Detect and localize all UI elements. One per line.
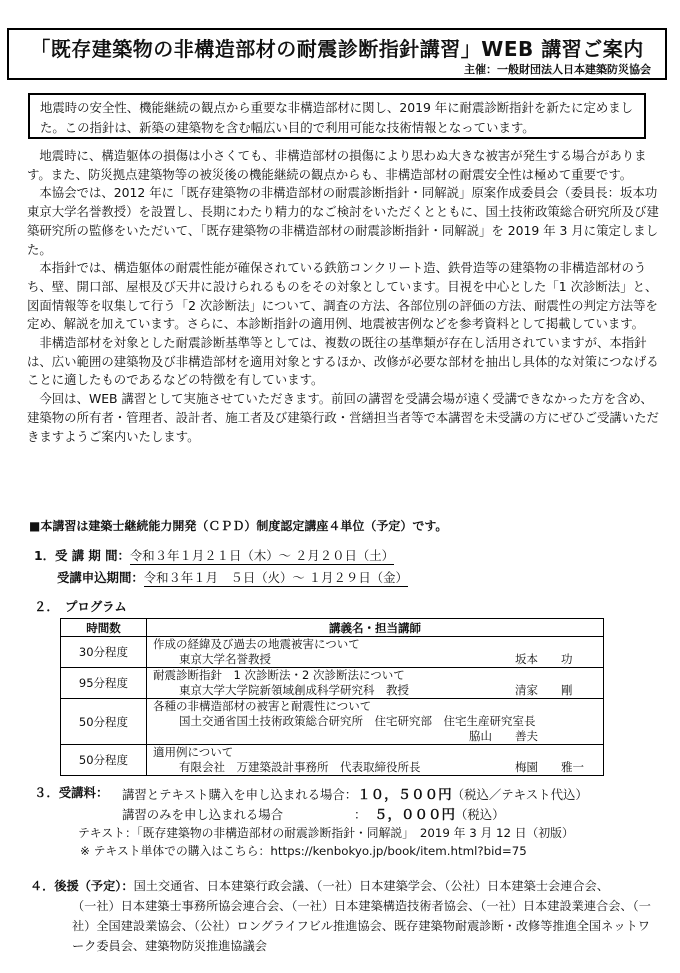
duration-cell: 95分程度 xyxy=(61,668,147,699)
sponsors-label: ４．後援（予定）： xyxy=(30,879,134,893)
lecturer-affiliation: 国土交通省国土技術政策総合研究所 住宅研究部 住宅生産研究室長 xyxy=(179,714,536,728)
paragraph: 非構造部材を対象とした耐震診断基準等としては、複数の既往の基準類が存在し活用されていますが、本指針は、広い範囲の建築物及び非構造部材を適用対象とするほか、改修が必要な部材を抽出し具体的な対策につなげることに適したものであるなどの特徴を有しています。 xyxy=(27,335,659,388)
fee-desc: 講習とテキスト購入を申し込まれる場合： xyxy=(122,787,358,802)
sponsors xyxy=(30,876,662,956)
lecturer-affiliation: 有限会社 万建築設計事務所 代表取締役所長 xyxy=(179,760,421,774)
table-row xyxy=(61,668,604,699)
paragraph: 今回は、WEB 講習として実施させていただきます。前回の講習を受講会場が遠く受講できなかった方を含め、建築物の所有者・管理者、設計者、施工者及び建築行政・営繕担当者等で本講習を未受講の方にぜひご受講いただきますようご案内いたします。 xyxy=(27,391,659,444)
lecturer-name: 坂本 功 xyxy=(515,652,573,666)
period-label: 受 講 期 間： xyxy=(55,548,130,563)
lecture-cell xyxy=(147,668,604,699)
period-value: 令和３年１月２１日（木）～ ２月２０日（土） xyxy=(129,548,395,563)
fee-colon: ： xyxy=(354,807,367,822)
purchase-link[interactable]: ※ テキスト単体での購入はこちら：https://kenbokyo.jp/book/item.html?bid=75 xyxy=(80,844,527,858)
lecture-title: 耐震診断指針 1 次診断法・2 次診断法について xyxy=(153,668,405,682)
fee-note: （税込／テキスト代込） xyxy=(451,787,588,802)
paragraph: 本協会では、2012 年に「既存建築物の非構造部材の耐震診断指針・同解説」原案作成委員会（委員長：坂本功 東京大学名誉教授）を設置し、長期にわたり精力的なご検討をいただくとともに、国土技術政策総合研究所及び建築研究所の監修をいただいて、「既存建築物の非構造部材の耐震診断指針・同解説」を 2019 年 3 月に策定しました。 xyxy=(27,185,670,257)
duration-cell: 50分程度 xyxy=(61,699,147,745)
lecture-cell xyxy=(147,699,604,745)
page-title: 「既存建築物の非構造部材の耐震診断指針講習」WEB 講習ご案内 xyxy=(30,37,644,61)
sponsors-rest: （一社）日本建築士事務所協会連合会、（一社）日本建築構造技術者協会、（一社）日本建設業連合会、（一社）全国建設業協会、（公社）ロングライフビル推進協会、既存建築物耐震診断・改修等推進全国ネットワーク委員会、建築物防災推進協議会 xyxy=(72,899,651,953)
table-row xyxy=(61,745,604,776)
paragraph: 地震時に、構造躯体の損傷は小さくても、非構造部材の損傷により思わぬ大きな被害が発生する場合があります。また、防災拠点建築物等の被災後の機能継続の観点からも、非構造部材の耐震安全性は極めて重要です。 xyxy=(27,148,647,182)
duration-cell: 30分程度 xyxy=(61,637,147,668)
lecture-title: 各種の非構造部材の被害と耐震性について xyxy=(153,699,372,713)
fee-amount: ５，０００円 xyxy=(374,807,455,823)
fee-line-2 xyxy=(122,803,505,823)
organizer: 主催：一般財団法人日本建築防災協会 xyxy=(464,63,651,76)
application-label: 受講申込期間： xyxy=(57,570,144,585)
lecturer-name: 清家 剛 xyxy=(515,683,573,697)
title-box xyxy=(7,28,667,80)
table-header-time: 時間数 xyxy=(61,619,147,637)
lecturer-affiliation: 東京大学大学院新領域創成科学研究科 教授 xyxy=(179,683,409,697)
lecturer-affiliation: 東京大学名誉教授 xyxy=(179,652,271,666)
table-row xyxy=(61,699,604,745)
fee-desc: 講習のみを申し込まれる場合 xyxy=(122,807,284,822)
lecture-cell xyxy=(147,745,604,776)
lecture-cell xyxy=(147,637,604,668)
lead-box: 地震時の安全性、機能継続の観点から重要な非構造部材に関し、2019 年に耐震診断指針を新たに定めました。この指針は、新築の建築物を含む幅広い目的で利用可能な技術情報となっています。 xyxy=(28,93,646,139)
fee-amount: １０，５００円 xyxy=(357,787,452,803)
sponsors-first: 国土交通省、日本建築行政会議、（一社）日本建築学会、（公社）日本建築士会連合会、 xyxy=(133,879,609,893)
fee-line-1 xyxy=(122,783,588,803)
table-row xyxy=(61,637,604,668)
body-text xyxy=(27,147,670,446)
duration-cell: 50分程度 xyxy=(61,745,147,776)
lecturer-name: 脇山 善夫 xyxy=(469,729,538,743)
table-header-title: 講義名・担当講師 xyxy=(147,619,604,637)
fee-note: （税込） xyxy=(455,807,505,822)
period-row-2 xyxy=(57,568,408,586)
lecturer-name: 梅園 雅一 xyxy=(515,760,584,774)
paragraph: 本指針では、構造躯体の耐震性能が確保されている鉄筋コンクリート造、鉄骨造等の建築物の非構造部材のうち、壁、開口部、屋根及び天井に設けられるものをその対象としています。目視を中心とした「1 次診断法」と、図面情報等を収集して行う「2 次診断法」について、調査の方法、各部位別の評価の方法、耐震性の判定方法等を定め、解説を加えています。さらに、本診断指針の適用例、地震被害例などを参考資料として掲載しています。 xyxy=(27,260,658,332)
cpd-note: ■本講習は建築士継続能力開発（ＣＰＤ）制度認定講座４単位（予定）です。 xyxy=(29,519,448,533)
lecture-title: 作成の経緯及び過去の地震被害について xyxy=(153,637,360,651)
fee-label: ３．受講料： xyxy=(34,785,109,800)
period-number: 1． xyxy=(34,548,56,563)
application-value: 令和３年１月 ５日（火）～ １月２９日（金） xyxy=(143,570,408,585)
program-table xyxy=(60,618,604,776)
table-header-row xyxy=(61,619,604,637)
lecture-title: 適用例について xyxy=(153,745,234,759)
period-row-1 xyxy=(34,546,394,564)
text-info: テキスト：「既存建築物の非構造部材の耐震診断指針・同解説」 2019 年 3 月 12 日（初版） xyxy=(78,826,574,840)
program-heading: ２． プログラム xyxy=(34,599,127,614)
